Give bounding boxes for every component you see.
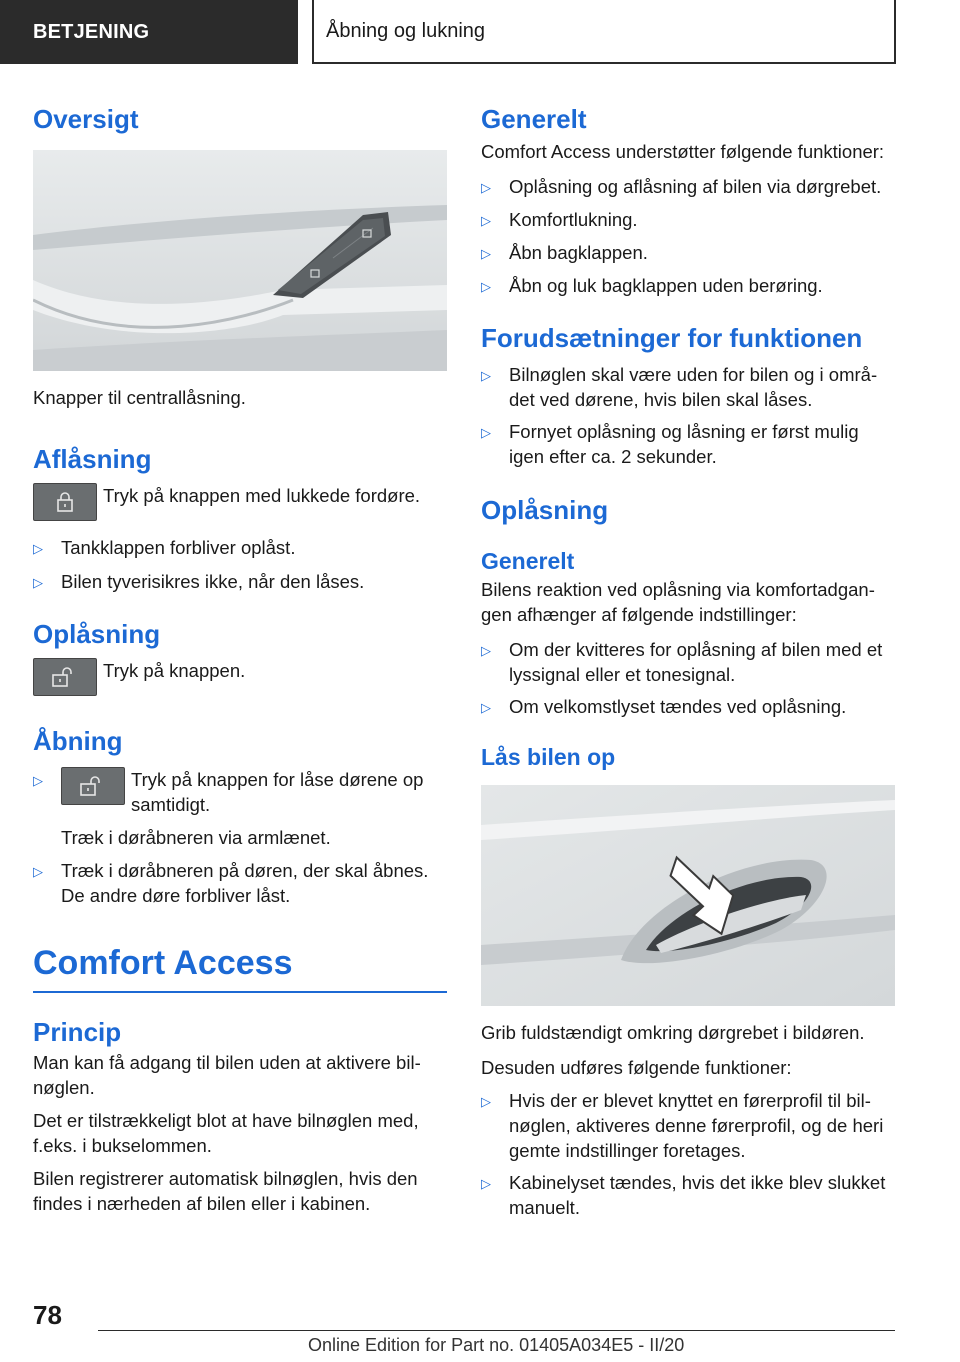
triangle-right-icon: ▷	[481, 1176, 491, 1191]
triangle-right-icon: ▷	[481, 425, 491, 440]
princip-p3: Bilen registrerer automatisk bilnøglen, hvis den findes i nærheden af bilen eller i kabinen.	[33, 1168, 418, 1214]
triangle-right-icon: ▷	[481, 700, 491, 715]
triangle-right-icon: ▷	[481, 180, 491, 195]
forudsaetninger-heading: Forudsætninger for funktionen	[481, 323, 863, 353]
door-handle-image	[481, 785, 895, 1006]
triangle-right-icon: ▷	[33, 575, 43, 590]
aflasning-row	[33, 483, 447, 521]
generelt-text: Comfort Access understøtter følgende funktioner:	[481, 141, 885, 162]
las-bilen-op-heading: Lås bilen op	[481, 744, 616, 770]
oversigt-heading: Oversigt	[33, 104, 139, 134]
list-item: ▷ Træk i døråbneren på døren, der skal åbnes. De andre døre forbliver låst.	[33, 860, 429, 906]
list-item: ▷ Om der kvitteres for oplåsning af bilen med et lyssignal eller et tonesignal.	[481, 639, 883, 685]
princip-heading: Princip	[33, 1017, 122, 1047]
abning-heading: Åbning	[33, 726, 123, 756]
unlock-icon	[61, 767, 125, 805]
generelt2-heading: Generelt	[481, 548, 575, 574]
triangle-right-icon: ▷	[481, 246, 491, 261]
left-column	[33, 100, 447, 1216]
list-item: ▷ Åbn og luk bagklappen uden berøring.	[481, 273, 895, 299]
footer-divider	[98, 1330, 895, 1331]
list-item: ▷ Fornyet oplåsning og låsning er først mulig igen efter ca. 2 sekunder.	[481, 421, 859, 467]
list-item: ▷ Om velkomstlyset tændes ved oplåsning.	[481, 694, 895, 720]
desuden-text: Desuden udføres følgende funktioner:	[481, 1057, 792, 1078]
list-item: ▷ Hvis der er blevet knyttet en førerprofil til bilnøglen, aktiveres denne førerprofil, og de heri gemte indstillinger foretages.	[481, 1090, 884, 1161]
triangle-right-icon: ▷	[481, 1094, 491, 1109]
list-item: ▷ Komfortlukning.	[481, 207, 895, 233]
princip-p2: Det er tilstrækkeligt blot at have bilnøglen med, f.eks. i bukselommen.	[33, 1110, 419, 1156]
triangle-right-icon: ▷	[33, 864, 43, 879]
comfort-access-heading: Comfort Access	[33, 944, 447, 993]
image1-caption: Knapper til centrallåsning.	[33, 387, 246, 408]
edition-text: Online Edition for Part no. 01405A034E5 - II/20	[308, 1335, 685, 1355]
page-header	[0, 0, 960, 66]
oplasning-heading: Oplåsning	[481, 495, 609, 525]
page-title: Åbning og lukning	[312, 0, 896, 64]
image2-caption: Grib fuldstændigt omkring dørgrebet i bildøren.	[481, 1022, 865, 1043]
list-item: ▷ Tankklappen forbliver oplåst.	[33, 535, 447, 561]
lock-icon	[33, 483, 97, 521]
princip-p1: Man kan få adgang til bilen uden at aktivere bilnøglen.	[33, 1052, 421, 1098]
list-item: ▷ Åbn bagklappen.	[481, 240, 895, 266]
oplasning-text: Tryk på knappen.	[103, 660, 246, 681]
generelt-heading: Generelt	[481, 104, 587, 134]
triangle-right-icon: ▷	[481, 368, 491, 383]
list-item: ▷ Tryk på knappen for låse dørene op samtidigt. Træk i døråbneren via armlænet.	[33, 769, 424, 848]
triangle-right-icon: ▷	[33, 773, 43, 788]
list-item: ▷ Oplåsning og aflåsning af bilen via dørgrebet.	[481, 174, 895, 200]
list-item: ▷ Kabinelyset tændes, hvis det ikke blev slukket manuelt.	[481, 1172, 886, 1218]
oplasning-heading: Oplåsning	[33, 619, 161, 649]
oplasning-row	[33, 658, 447, 696]
generelt2-text: Bilens reaktion ved oplåsning via komfortadgangen afhænger af følgende indstillinger:	[481, 579, 875, 625]
door-lock-buttons-image	[33, 150, 447, 371]
triangle-right-icon: ▷	[481, 213, 491, 228]
unlock-icon	[33, 658, 97, 696]
right-column	[481, 100, 895, 1220]
triangle-right-icon: ▷	[33, 541, 43, 556]
triangle-right-icon: ▷	[481, 279, 491, 294]
page-number: 78	[33, 1300, 62, 1330]
aflasning-text: Tryk på knappen med lukkede fordøre.	[103, 485, 421, 506]
aflasning-heading: Aflåsning	[33, 444, 152, 474]
section-label: BETJENING	[0, 0, 298, 64]
list-item: ▷ Bilnøglen skal være uden for bilen og i området ved dørene, hvis bilen skal låses.	[481, 364, 878, 410]
list-item: ▷ Bilen tyverisikres ikke, når den låses.	[33, 569, 447, 595]
triangle-right-icon: ▷	[481, 643, 491, 658]
